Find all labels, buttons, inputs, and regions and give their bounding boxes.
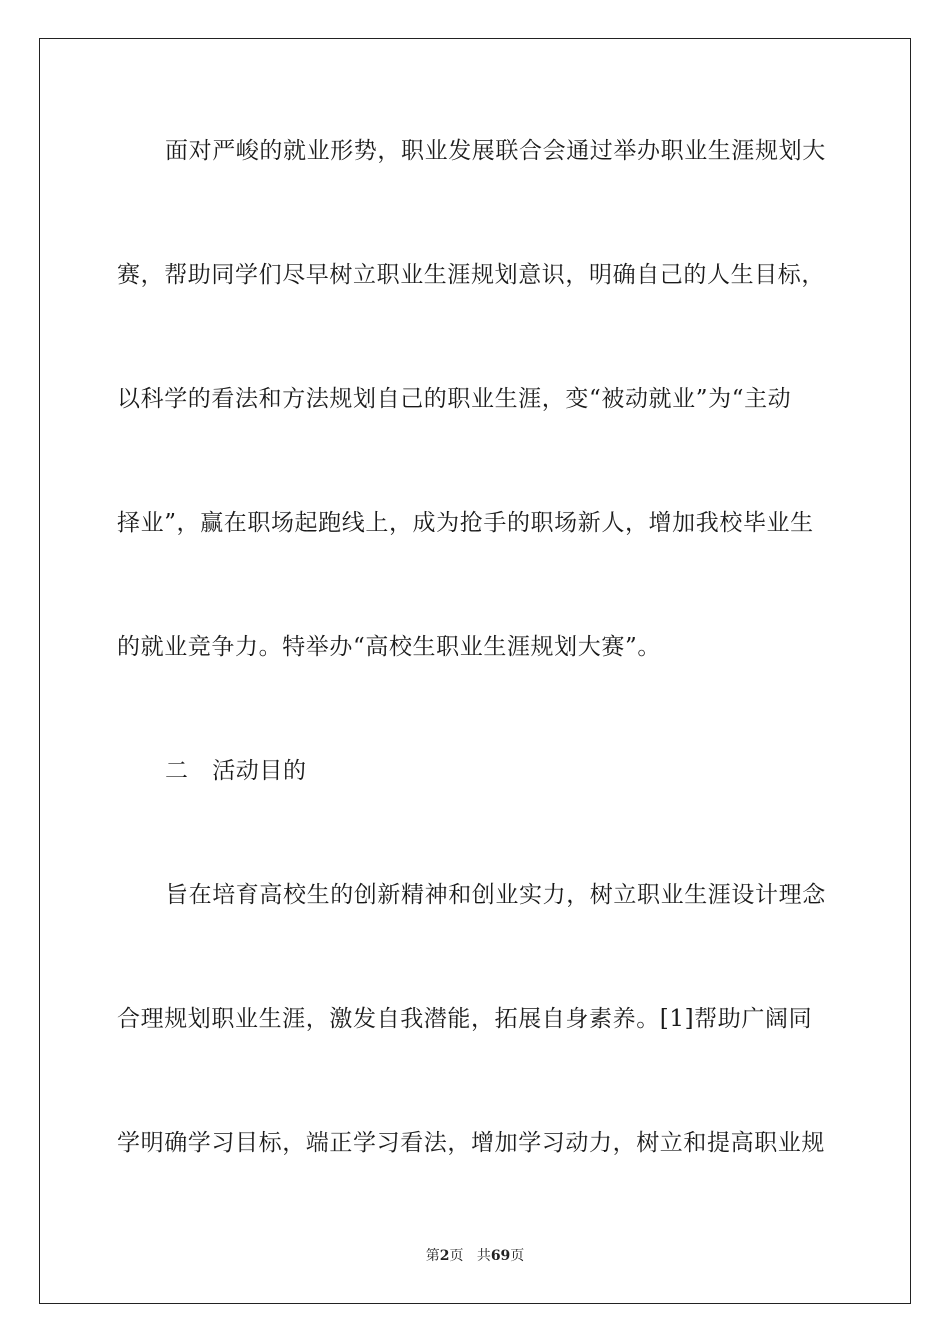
page-prefix: 第 bbox=[425, 1248, 440, 1264]
paragraph-line: 旨在培育高校生的创新精神和创业实力，树立职业生涯设计理念 bbox=[165, 882, 826, 908]
page-suffix: 页 bbox=[449, 1248, 464, 1264]
paragraph-line: 合理规划职业生涯，激发自我潜能，拓展自身素养。[1]帮助广阔同 bbox=[117, 1006, 813, 1032]
total-pages: 69 bbox=[490, 1248, 511, 1264]
paragraph-line: 赛，帮助同学们尽早树立职业生涯规划意识，明确自己的人生目标， bbox=[117, 262, 825, 288]
page-frame bbox=[39, 38, 911, 1304]
section-heading: 二 活动目的 bbox=[165, 758, 307, 784]
paragraph-line: 学明确学习目标，端正学习看法，增加学习动力，树立和提高职业规 bbox=[117, 1130, 825, 1156]
paragraph-line: 以科学的看法和方法规划自己的职业生涯，变“被动就业”为“主动 bbox=[117, 386, 792, 412]
total-prefix: 共 bbox=[476, 1248, 491, 1264]
paragraph-line: 择业”，赢在职场起跑线上，成为抢手的职场新人，增加我校毕业生 bbox=[117, 510, 814, 536]
paragraph-line: 的就业竞争力。特举办“高校生职业生涯规划大赛”。 bbox=[117, 634, 661, 660]
page-footer bbox=[0, 1247, 950, 1265]
paragraph-line: 面对严峻的就业形势，职业发展联合会通过举办职业生涯规划大 bbox=[165, 138, 826, 164]
page-number: 2 bbox=[439, 1248, 450, 1264]
total-suffix: 页 bbox=[510, 1248, 525, 1264]
